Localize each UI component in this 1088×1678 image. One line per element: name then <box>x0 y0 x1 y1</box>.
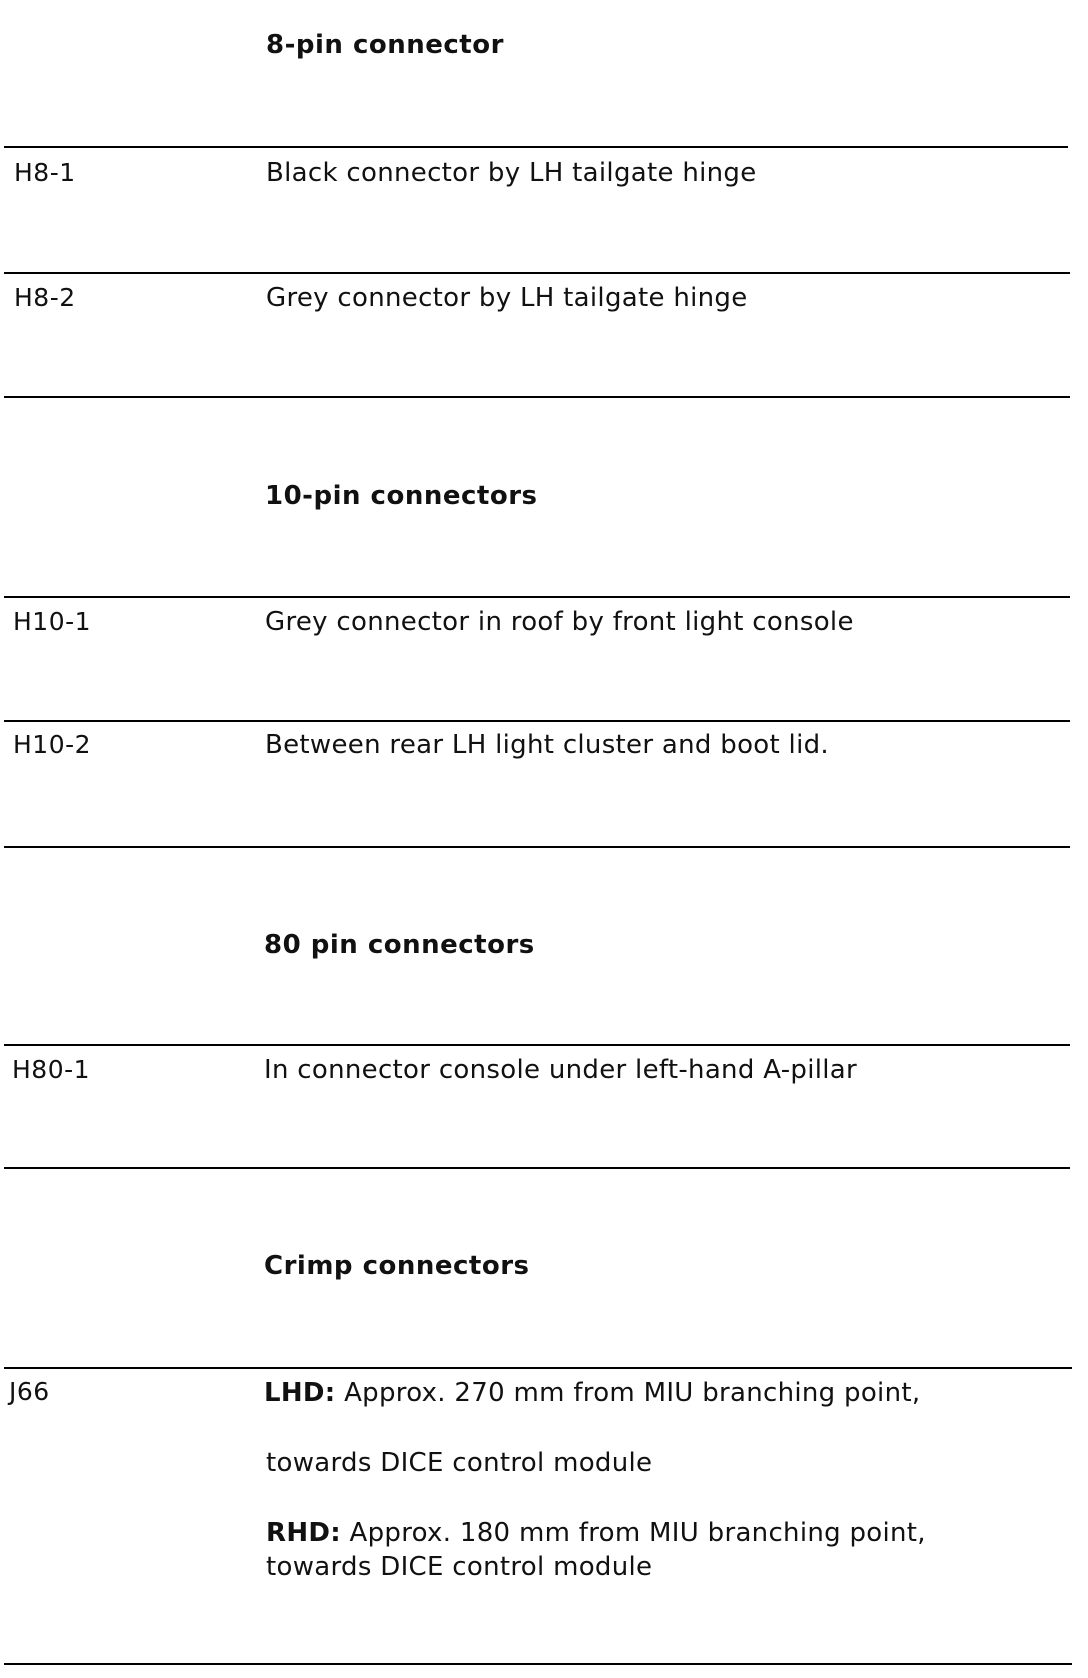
table-divider <box>4 720 1070 722</box>
connector-location-h8-1: Black connector by LH tailgate hinge <box>266 158 757 188</box>
table-divider <box>4 1663 1072 1665</box>
rhd-location-line-1 <box>266 1518 926 1548</box>
table-divider <box>4 1367 1072 1369</box>
connector-location-h80-1: In connector console under left-hand A-pillar <box>264 1055 857 1085</box>
table-divider <box>4 272 1070 274</box>
connector-code-h10-1: H10-1 <box>13 607 92 636</box>
connector-code-h10-2: H10-2 <box>13 730 92 759</box>
connector-code-j66: J66 <box>9 1377 50 1406</box>
connector-code-h8-1: H8-1 <box>14 158 76 187</box>
lhd-location-line-1 <box>264 1378 920 1408</box>
connector-location-h10-1: Grey connector in roof by front light console <box>265 607 854 637</box>
section-heading-80-pin: 80 pin connectors <box>264 930 535 960</box>
lhd-location-line-2: towards DICE control module <box>266 1448 653 1478</box>
table-divider <box>4 846 1070 848</box>
connector-code-h80-1: H80-1 <box>12 1055 91 1084</box>
section-heading-crimp: Crimp connectors <box>264 1251 530 1281</box>
section-heading-10-pin: 10-pin connectors <box>265 481 538 511</box>
table-divider <box>4 146 1068 148</box>
lhd-label: LHD: <box>264 1378 336 1408</box>
section-heading-8-pin: 8-pin connector <box>266 30 504 60</box>
lhd-location-text: Approx. 270 mm from MIU branching point, <box>335 1378 921 1408</box>
table-divider <box>4 396 1070 398</box>
rhd-location-line-2: towards DICE control module <box>266 1552 653 1582</box>
connector-location-h8-2: Grey connector by LH tailgate hinge <box>266 283 748 313</box>
rhd-location-text: Approx. 180 mm from MIU branching point, <box>340 1518 926 1548</box>
connector-location-h10-2: Between rear LH light cluster and boot lid. <box>265 730 829 760</box>
table-divider <box>4 1044 1070 1046</box>
connector-code-h8-2: H8-2 <box>14 283 76 312</box>
table-divider <box>4 596 1070 598</box>
table-divider <box>4 1167 1070 1169</box>
rhd-label: RHD: <box>266 1518 341 1548</box>
